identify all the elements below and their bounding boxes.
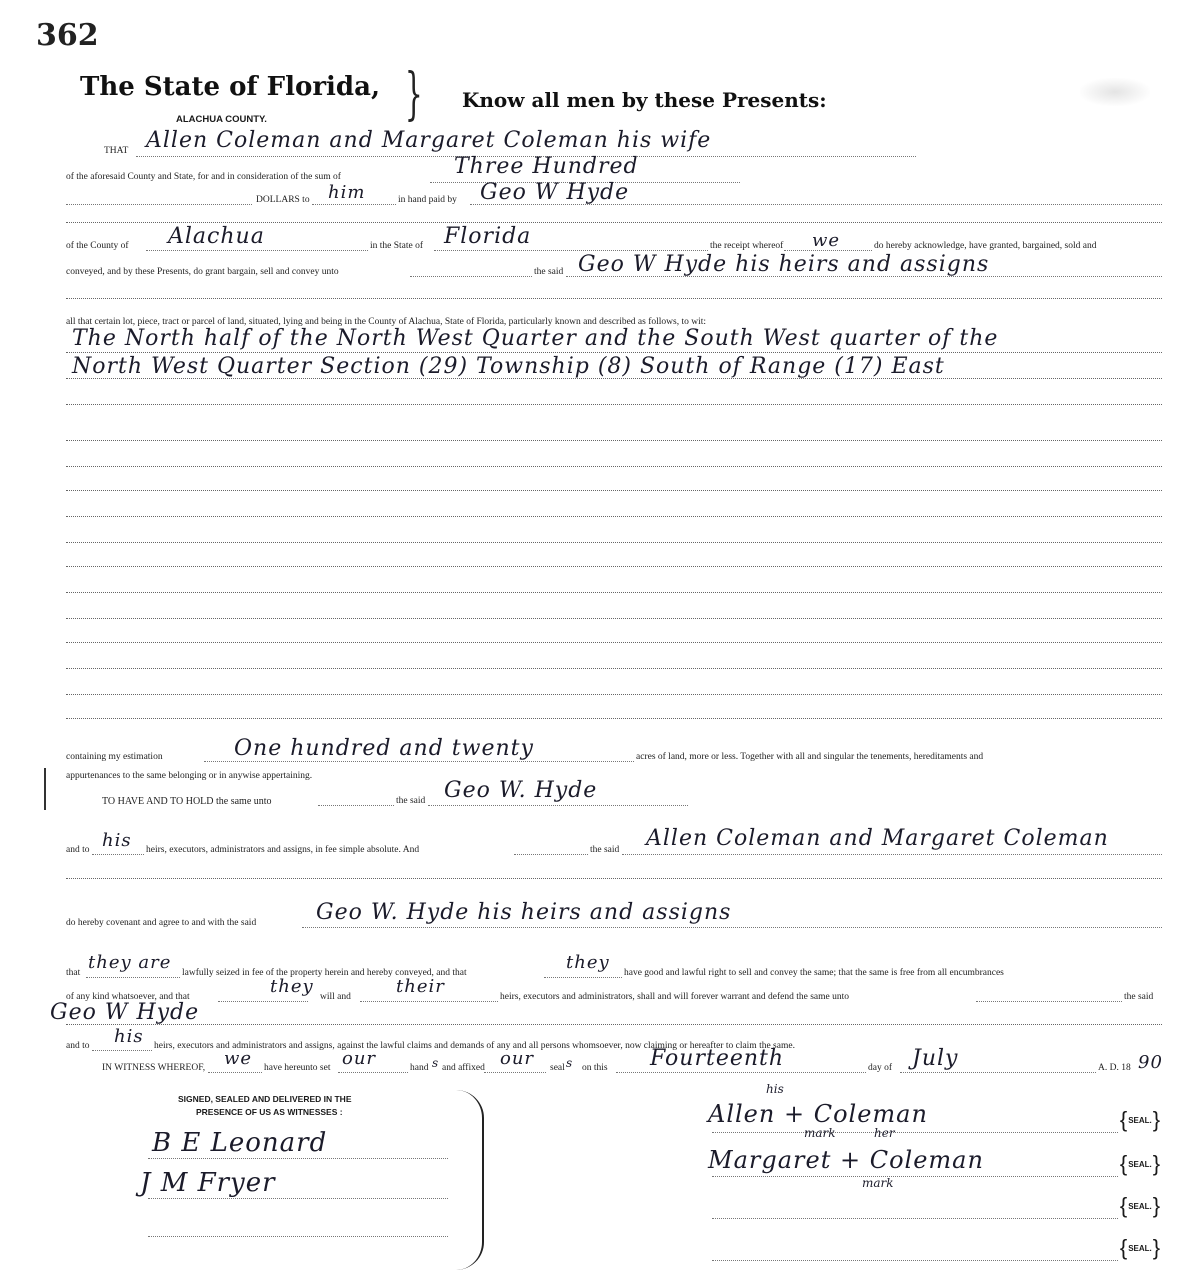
blank-rule bbox=[66, 618, 1162, 619]
warrant-heirs-line bbox=[360, 1001, 498, 1002]
dollars-to-line bbox=[312, 204, 396, 205]
consideration-label: of the aforesaid County and State, for and in consideration of the sum of bbox=[66, 172, 341, 182]
signature-2-above: her bbox=[874, 1126, 895, 1140]
covenant-with-handwritten: Geo W. Hyde his heirs and assigns bbox=[316, 900, 732, 925]
state-title: The State of Florida, bbox=[80, 72, 380, 102]
covenant-label: do hereby covenant and agree to and with the said bbox=[66, 918, 257, 928]
dollars-to-handwritten: him bbox=[328, 182, 366, 203]
seized-who-handwritten: they are bbox=[88, 952, 172, 973]
the-said-label: the said bbox=[534, 267, 564, 277]
seized-line bbox=[86, 977, 180, 978]
habendum-line bbox=[318, 805, 394, 806]
description-line-1: The North half of the North West Quarter and the South West quarter of the bbox=[72, 326, 999, 351]
state-of-label: in the State of bbox=[370, 241, 424, 251]
anykind-label: of any kind whatsoever, and that bbox=[66, 992, 190, 1002]
blank-rule bbox=[66, 542, 1162, 543]
seal-2: { SEAL. } bbox=[1122, 1152, 1158, 1176]
right-line bbox=[544, 977, 622, 978]
habendum-name-line bbox=[428, 805, 688, 806]
seal-1: { SEAL. } bbox=[1122, 1108, 1158, 1132]
blank-rule bbox=[66, 694, 1162, 695]
containing-label: containing my estimation bbox=[66, 752, 163, 762]
grantee-handwritten: Geo W Hyde his heirs and assigns bbox=[578, 252, 990, 277]
page-number: 362 bbox=[36, 18, 99, 53]
witness-who-handwritten: we bbox=[224, 1048, 253, 1069]
set-label: have hereunto set bbox=[264, 1063, 331, 1073]
against-label: heirs, executors and administrators and assigns, against the lawful claims and demands of any and all persons whomsoever, now claiming or hereafter to claim the same. bbox=[154, 1041, 795, 1051]
hands-suffix-handwritten: s bbox=[432, 1056, 440, 1070]
right-who-handwritten: they bbox=[566, 952, 610, 973]
witness-line bbox=[148, 1198, 448, 1199]
month-handwritten: July bbox=[912, 1046, 959, 1071]
seized-label: lawfully seized in fee of the property herein and hereby conveyed, and that bbox=[182, 968, 467, 978]
covenantors-line bbox=[622, 854, 1162, 855]
hands-label: hand bbox=[410, 1063, 429, 1073]
witness-label: IN WITNESS WHEREOF, bbox=[102, 1063, 206, 1073]
witness-heading-1: SIGNED, SEALED AND DELIVERED IN THE bbox=[178, 1094, 352, 1104]
acres-line bbox=[204, 761, 634, 762]
county-of-line bbox=[146, 250, 368, 251]
blank-rule bbox=[66, 404, 1162, 405]
county-label: ALACHUA COUNTY. bbox=[176, 114, 267, 125]
state-of-line bbox=[434, 250, 708, 251]
heirs-label: heirs, executors, administrators and assigns, in fee simple absolute. And bbox=[146, 845, 420, 855]
blank-rule bbox=[66, 490, 1162, 491]
witness-who-line bbox=[208, 1072, 262, 1073]
and-to-who-handwritten-2: his bbox=[114, 1026, 144, 1047]
acknowledge-label: do hereby acknowledge, have granted, bargained, sold and bbox=[874, 241, 1097, 251]
county-of-handwritten: Alachua bbox=[168, 224, 265, 249]
warrant-who-line bbox=[218, 1001, 308, 1002]
seals-who-handwritten: our bbox=[500, 1048, 535, 1069]
day-handwritten: Fourteenth bbox=[650, 1046, 785, 1071]
receipt-who-handwritten: we bbox=[812, 230, 841, 251]
signature-2-below: mark bbox=[862, 1176, 894, 1190]
the-said-end-label: the said bbox=[1124, 992, 1154, 1002]
blank-rule bbox=[66, 298, 1162, 299]
blank-rule bbox=[66, 516, 1162, 517]
warrant-who-handwritten: they bbox=[270, 976, 314, 997]
dollars-label: DOLLARS to bbox=[256, 195, 310, 205]
acres-label: acres of land, more or less. Together with all and singular the tenements, hereditaments and bbox=[636, 752, 984, 762]
witness-heading-2: PRESENCE OF US AS WITNESSES : bbox=[196, 1107, 343, 1117]
margin-mark bbox=[44, 768, 50, 810]
signature-line bbox=[712, 1260, 1118, 1261]
affixed-label: and affixed bbox=[442, 1063, 485, 1073]
sum-handwritten: Three Hundred bbox=[454, 154, 639, 179]
description-line-2: North West Quarter Section (29) Township (8) South of Range (17) East bbox=[72, 354, 945, 379]
and-to-handwritten: his bbox=[102, 830, 132, 851]
will-and-label: will and bbox=[320, 992, 351, 1002]
warrant-heirs-handwritten: their bbox=[396, 976, 445, 997]
seal-suffix-handwritten: s bbox=[566, 1056, 574, 1070]
conveyed-label: conveyed, and by these Presents, do grant bargain, sell and convey unto bbox=[66, 267, 339, 277]
warrant-name-handwritten: Geo W Hyde bbox=[50, 1000, 200, 1025]
ad-label: A. D. 18 bbox=[1098, 1063, 1131, 1073]
grantors-handwritten: Allen Coleman and Margaret Coleman his wife bbox=[146, 128, 712, 153]
state-of-handwritten: Florida bbox=[444, 224, 532, 249]
hands-who-line bbox=[338, 1072, 408, 1073]
witness-line bbox=[148, 1236, 448, 1237]
signature-line bbox=[712, 1176, 1118, 1177]
signature-1-above: his bbox=[766, 1082, 784, 1096]
seal-3: { SEAL. } bbox=[1122, 1194, 1158, 1218]
that-label-2: that bbox=[66, 968, 81, 978]
title-brace: } bbox=[404, 62, 423, 127]
signature-line bbox=[712, 1132, 1118, 1133]
seal-4: { SEAL. } bbox=[1122, 1236, 1158, 1260]
know-all-heading: Know all men by these Presents: bbox=[462, 88, 827, 112]
warrant-label: heirs, executors and administrators, shall and will forever warrant and defend the same unto bbox=[500, 992, 850, 1002]
and-to-label: and to bbox=[66, 845, 90, 855]
blank-rule bbox=[66, 440, 1162, 441]
habendum-name-handwritten: Geo W. Hyde bbox=[444, 778, 598, 803]
blank-rule bbox=[66, 592, 1162, 593]
and-to-line-2 bbox=[92, 1050, 152, 1051]
hands-who-handwritten: our bbox=[342, 1048, 377, 1069]
right-label: have good and lawful right to sell and convey the same; that the same is free from all encumbrances bbox=[624, 968, 1004, 978]
paper-smudge bbox=[1080, 78, 1150, 106]
conveyed-line bbox=[410, 276, 532, 277]
day-of-label: day of bbox=[868, 1063, 893, 1073]
blank-rule bbox=[66, 566, 1162, 567]
covenant-line bbox=[302, 927, 1162, 928]
witness-name-1: B E Leonard bbox=[152, 1128, 328, 1158]
blank-rule bbox=[66, 668, 1162, 669]
blank-rule bbox=[66, 878, 1162, 879]
land-label: all that certain lot, piece, tract or parcel of land, situated, lying and being in the County of Alachua, State of Florida, particularly known and described as follows, to wit: bbox=[66, 317, 707, 327]
habendum-said-label: the said bbox=[396, 796, 426, 806]
blank-rule bbox=[66, 718, 1162, 719]
blank-rule bbox=[66, 642, 1162, 643]
signature-1: Allen + Coleman bbox=[708, 1100, 928, 1128]
paid-by-handwritten: Geo W Hyde bbox=[480, 180, 630, 205]
witness-brace bbox=[456, 1090, 484, 1270]
acres-handwritten: One hundred and twenty bbox=[234, 736, 534, 761]
seals-who-line bbox=[484, 1072, 546, 1073]
month-line bbox=[900, 1072, 1096, 1073]
seal-label: seal bbox=[550, 1063, 565, 1073]
blank-rule bbox=[66, 222, 1162, 223]
dollars-lead-line bbox=[66, 204, 252, 205]
witness-name-2: J M Fryer bbox=[140, 1168, 276, 1198]
and-to-line bbox=[92, 854, 144, 855]
description-rule bbox=[66, 352, 1162, 353]
year-handwritten: 90 bbox=[1138, 1052, 1163, 1073]
signature-1-below: mark bbox=[804, 1126, 836, 1140]
and-to-label-2: and to bbox=[66, 1041, 90, 1051]
covenantors-handwritten: Allen Coleman and Margaret Coleman bbox=[646, 826, 1109, 851]
habendum-label: TO HAVE AND TO HOLD the same unto bbox=[102, 796, 272, 807]
signature-line bbox=[712, 1218, 1118, 1219]
day-line bbox=[616, 1072, 866, 1073]
county-of-label: of the County of bbox=[66, 241, 129, 251]
witness-line bbox=[148, 1158, 448, 1159]
warrant-end-line bbox=[976, 1001, 1122, 1002]
blank-rule bbox=[66, 466, 1162, 467]
paid-label: in hand paid by bbox=[398, 195, 457, 205]
receipt-label: the receipt whereof bbox=[710, 241, 784, 251]
appurtenances-label: appurtenances to the same belonging or in anywise appertaining. bbox=[66, 771, 313, 781]
on-this-label: on this bbox=[582, 1063, 608, 1073]
warrant-name-rule bbox=[66, 1024, 1162, 1025]
and-line bbox=[514, 854, 588, 855]
and-the-said-label: the said bbox=[590, 845, 620, 855]
signature-2: Margaret + Coleman bbox=[708, 1146, 984, 1174]
that-label: THAT bbox=[104, 146, 129, 156]
